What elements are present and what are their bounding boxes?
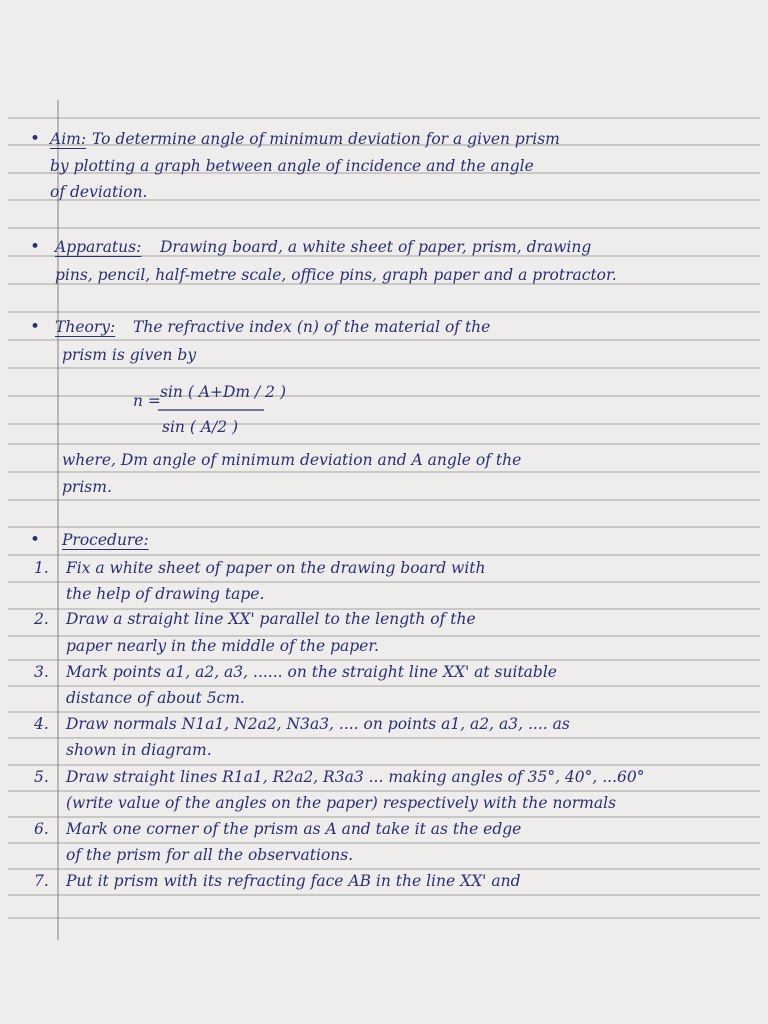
step-number: 5. — [34, 768, 49, 786]
step-line — [0, 633, 768, 660]
step-text: of the prism for all the observations. — [66, 846, 354, 864]
apparatus-line-2 — [0, 262, 768, 289]
aim-text: To determine angle of minimum deviation for a given prism — [92, 130, 560, 148]
step-text: Draw normals N1a1, N2a2, N3a3, .... on points a1, a2, a3, .... as — [66, 715, 570, 733]
aim-bullet: • — [30, 129, 41, 149]
procedure-bullet: • — [30, 530, 41, 550]
theory-line-4 — [0, 474, 768, 501]
step-text: Mark points a1, a2, a3, ...... on the straight line XX' at suitable — [66, 663, 557, 681]
step-line — [0, 764, 768, 791]
step-line — [0, 555, 768, 582]
step-number: 2. — [34, 610, 49, 628]
step-text: Put it prism with its refracting face AB in the line XX' and — [66, 872, 521, 890]
aim-text: by plotting a graph between angle of incidence and the angle — [50, 157, 534, 175]
apparatus-text: Drawing board, a white sheet of paper, prism, drawing — [160, 238, 592, 256]
apparatus-text: pins, pencil, half-metre scale, office pins, graph paper and a protractor. — [55, 266, 617, 284]
aim-line-1 — [0, 126, 768, 153]
aim-text: of deviation. — [50, 183, 148, 201]
theory-line-1 — [0, 314, 768, 341]
theory-text: The refractive index (n) of the material of the — [133, 318, 491, 336]
step-line — [0, 868, 768, 895]
step-text: distance of about 5cm. — [66, 689, 245, 707]
apparatus-bullet: • — [30, 237, 41, 257]
step-text: Fix a white sheet of paper on the drawing board with — [66, 559, 486, 577]
step-line — [0, 842, 768, 869]
step-line — [0, 816, 768, 843]
step-number: 3. — [34, 663, 49, 681]
step-line — [0, 606, 768, 633]
apparatus-line-1 — [0, 234, 768, 261]
step-line — [0, 659, 768, 686]
step-line — [0, 737, 768, 764]
step-text: (write value of the angles on the paper) respectively with the normals — [66, 794, 617, 812]
step-number: 6. — [34, 820, 49, 838]
theory-text: prism. — [62, 478, 112, 496]
apparatus-heading: Apparatus: — [55, 238, 142, 256]
theory-text: prism is given by — [62, 346, 197, 364]
step-line — [0, 685, 768, 712]
step-line — [0, 790, 768, 817]
aim-line-3 — [0, 179, 768, 206]
step-number: 4. — [34, 715, 49, 733]
theory-line-2 — [0, 342, 768, 369]
refractive-index-formula — [128, 378, 287, 448]
step-text: Mark one corner of the prism as A and take it as the edge — [66, 820, 522, 838]
formula-numerator: sin ( A+Dm / 2 ) — [160, 383, 287, 401]
fraction-bar — [158, 408, 266, 412]
step-text: the help of drawing tape. — [66, 585, 265, 603]
step-text: Draw a straight line XX' parallel to the length of the — [66, 610, 476, 628]
formula-lhs: n = — [133, 392, 161, 410]
step-text: paper nearly in the middle of the paper. — [66, 637, 379, 655]
aim-line-2 — [0, 153, 768, 180]
theory-bullet: • — [30, 317, 41, 337]
procedure-heading: Procedure: — [62, 531, 149, 549]
step-number: 1. — [34, 559, 49, 577]
step-number: 7. — [34, 872, 49, 890]
step-line — [0, 581, 768, 608]
theory-heading: Theory: — [55, 318, 116, 336]
step-line — [0, 711, 768, 738]
theory-text: where, Dm angle of minimum deviation and A angle of the — [62, 451, 522, 469]
step-text: Draw straight lines R1a1, R2a2, R3a3 ... making angles of 35°, 40°, ...60° — [66, 768, 645, 786]
theory-line-3 — [0, 447, 768, 474]
formula-denominator: sin ( A/2 ) — [162, 418, 239, 436]
step-text: shown in diagram. — [66, 741, 212, 759]
aim-heading: Aim: — [50, 130, 87, 148]
procedure-heading-line — [0, 527, 768, 554]
